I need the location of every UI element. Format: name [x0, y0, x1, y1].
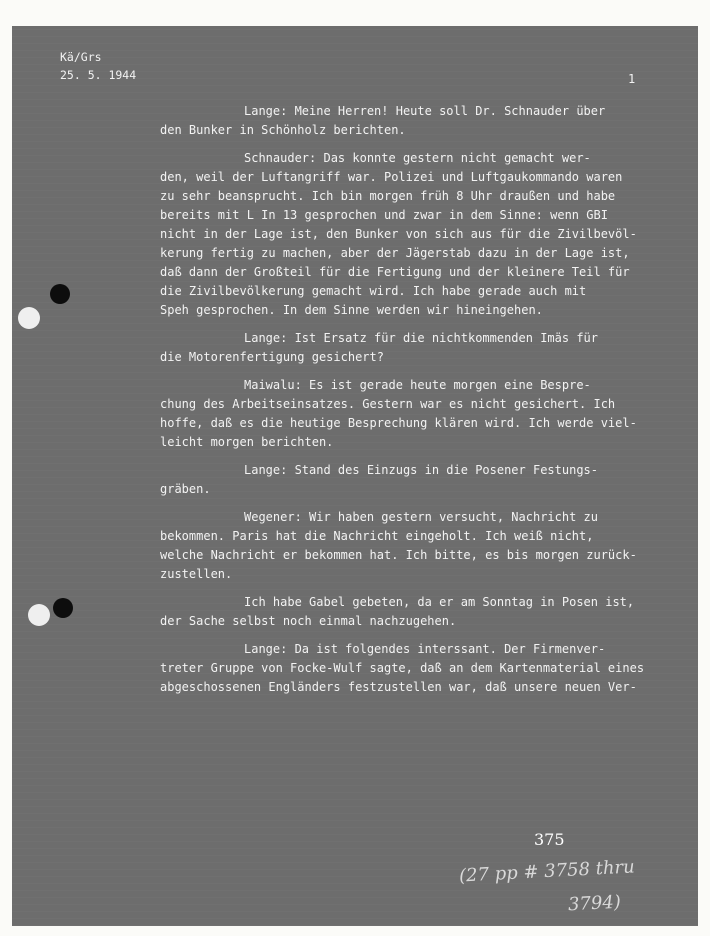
document-date: 25. 5. 1944: [60, 68, 137, 82]
punch-hole-lower-light: [28, 604, 50, 626]
text-line: hoffe, daß es die heutige Besprechung klären wird. Ich werde viel-: [160, 416, 637, 430]
paragraph: [160, 149, 680, 320]
text-line: daß dann der Großteil für die Fertigung und der kleinere Teil für: [160, 265, 630, 279]
text-line: leicht morgen berichten.: [160, 435, 334, 449]
paragraph: [160, 376, 680, 452]
text-line: nicht in der Lage ist, den Bunker von sich aus für die Zivilbevöl-: [160, 227, 637, 241]
text-line: die Zivilbevölkerung gemacht wird. Ich habe gerade auch mit: [160, 284, 587, 298]
punch-hole-upper: [50, 284, 70, 304]
document-sheet: [12, 26, 698, 926]
paragraph-gap: [160, 499, 680, 508]
punch-hole-lower: [53, 598, 73, 618]
text-line: Maiwalu: Es ist gerade heute morgen eine Bespre-: [244, 378, 591, 392]
text-line: chung des Arbeitseinsatzes. Gestern war es nicht gesichert. Ich: [160, 397, 616, 411]
text-line: Wegener: Wir haben gestern versucht, Nachricht zu: [244, 510, 599, 524]
reference-code: Kä/Grs: [60, 50, 102, 64]
stamp-number: 375: [534, 830, 565, 849]
paragraph-gap: [160, 631, 680, 640]
paragraph-gap: [160, 140, 680, 149]
paragraph-gap: [160, 320, 680, 329]
text-line: treter Gruppe von Focke-Wulf sagte, daß an dem Kartenmaterial eines: [160, 661, 645, 675]
text-line: bekommen. Paris hat die Nachricht eingeholt. Ich weiß nicht,: [160, 529, 594, 543]
text-line: Lange: Da ist folgendes interssant. Der Firmenver-: [244, 642, 606, 656]
paragraph-gap: [160, 697, 680, 706]
text-line: Speh gesprochen. In dem Sinne werden wir hineingehen.: [160, 303, 543, 317]
punch-hole-upper-light: [18, 307, 40, 329]
text-line: Lange: Meine Herren! Heute soll Dr. Schnauder über: [244, 104, 606, 118]
handwritten-note-2: 3794): [567, 891, 622, 916]
paragraph-gap: [160, 584, 680, 593]
handwritten-note-1: (27 pp # 3758 thru: [458, 856, 636, 887]
page-number: 1: [628, 72, 636, 86]
paragraph-gap: [160, 367, 680, 376]
text-line: der Sache selbst noch einmal nachzugehen.: [160, 614, 457, 628]
text-line: Ich habe Gabel gebeten, da er am Sonntag in Posen ist,: [244, 595, 635, 609]
paragraph: [160, 508, 680, 584]
paragraph: [160, 640, 680, 697]
text-line: gräben.: [160, 482, 211, 496]
text-line: welche Nachricht er bekommen hat. Ich bitte, es bis morgen zurück-: [160, 548, 637, 562]
text-line: die Motorenfertigung gesichert?: [160, 350, 384, 364]
text-line: Lange: Ist Ersatz für die nichtkommenden Imäs für: [244, 331, 599, 345]
text-line: abgeschossenen Engländers festzustellen war, daß unsere neuen Ver-: [160, 680, 637, 694]
paragraph: [160, 102, 680, 140]
paragraph: [160, 329, 680, 367]
text-line: kerung fertig zu machen, aber der Jägerstab dazu in der Lage ist,: [160, 246, 630, 260]
text-line: zu sehr beansprucht. Ich bin morgen früh 8 Uhr draußen und habe: [160, 189, 616, 203]
text-line: den Bunker in Schönholz berichten.: [160, 123, 406, 137]
paragraph: [160, 461, 680, 499]
text-line: Schnauder: Das konnte gestern nicht gemacht wer-: [244, 151, 591, 165]
text-line: den, weil der Luftangriff war. Polizei und Luftgaukommando waren: [160, 170, 623, 184]
text-line: zustellen.: [160, 567, 233, 581]
document-body: [160, 102, 680, 706]
text-line: Lange: Stand des Einzugs in die Posener Festungs-: [244, 463, 599, 477]
paragraph-gap: [160, 452, 680, 461]
paragraph: [160, 593, 680, 631]
text-line: bereits mit L In 13 gesprochen und zwar in dem Sinne: wenn GBI: [160, 208, 608, 222]
